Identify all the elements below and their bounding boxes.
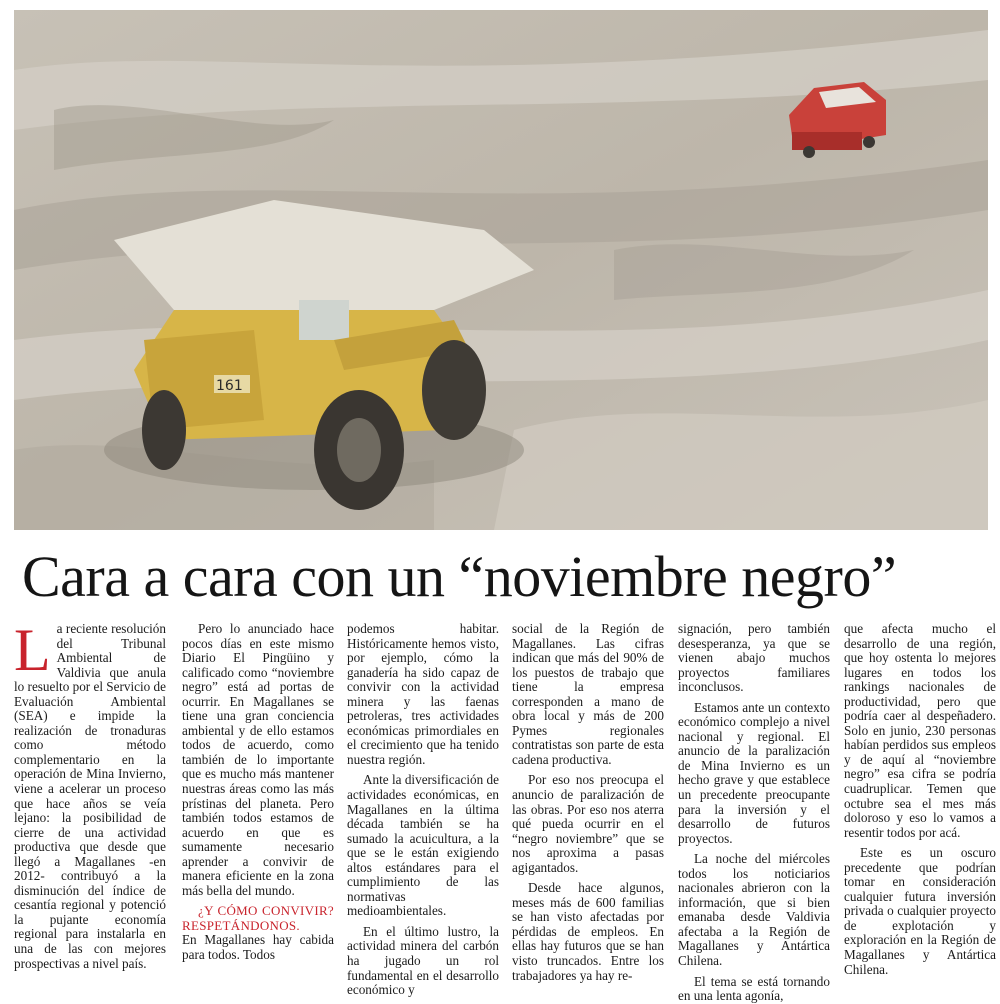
article-column-5	[678, 621, 830, 1004]
paragraph: En Magallanes hay cabida para todos. Todos	[182, 932, 334, 962]
paragraph: Por eso nos preocupa el anuncio de paralización de las obras. Por eso nos aterra qué pueda ocurrir en el “negro noviembre” que se nos aproxima a pasas agigantados.	[512, 772, 664, 875]
article-column-2	[182, 622, 334, 978]
paragraph: signación, pero también desesperanza, ya que se vienen abajo muchos proyectos familiares inconclusos.	[678, 621, 830, 695]
drop-cap: L	[14, 617, 51, 683]
paragraph: social de la Región de Magallanes. Las cifras indican que más del 90% de los puestos de trabajo que tiene la empresa corresponden a mano de obra local y más de 200 Pymes regionales contratistas son parte de esta cadena productiva.	[512, 621, 664, 767]
article-column-6	[844, 622, 996, 978]
paragraph: podemos habitar. Históricamente hemos visto, por ejemplo, cómo la ganadería ha sido capaz de convivir con la actividad minera y las faenas petroleras, tres actividades económicas primordiales en el crecimiento que ha tenido nuestra región.	[347, 621, 499, 767]
paragraph: Estamos ante un contexto económico complejo a nivel nacional y regional. El anuncio de la paralización de Mina Invierno es un hecho grave y que establece un precedente preocupante para la inversión y el desarrollo de futuros proyectos.	[678, 699, 830, 846]
article-body	[14, 617, 996, 1004]
paragraph: Pero lo anunciado hace pocos días en este mismo Diario El Pingüino y calificado como “noviembre negro” está ad portas de ocurrir. En Magallanes se tiene una gran conciencia ambiental y de ello estamos todos de acuerdo, como también de lo importante que es mucho más mantener nuestras áreas como las más prístinas del planeta. Pero también todos estamos de acuerdo en que es sumamente necesario aprender a convivir de manera eficiente en la zona más bella del mundo.	[182, 621, 334, 898]
paragraph: Este es un oscuro precedente que podrían tomar en consideración cualquier futura inversión privada o cualquier proyecto de explotación y exploración en la Región de Magallanes y Antártica Chilena.	[844, 845, 996, 977]
section-subheading: ¿Y CÓMO CONVIVIR? RESPETÁNDONOS.	[182, 903, 334, 933]
paragraph: Desde hace algunos, meses más de 600 familias se han visto afectadas por pérdidas de empleos. En ellas hay futuros que se han visto truncados. Entre los trabajadores ya hay re-	[512, 880, 664, 983]
article-headline: Cara a cara con un “noviembre negro”	[22, 544, 897, 609]
photo-illustration	[14, 10, 988, 530]
paragraph: Ante la diversificación de actividades económicas, en Magallanes en la última década también se ha sumado la acuicultura, a la que se le están exigiendo altos estándares para el cumplimiento de las normativas medioambientales.	[347, 772, 499, 919]
article-column-3	[347, 621, 499, 998]
mining-haul-truck	[104, 200, 534, 510]
paragraph: a reciente resolución del Tribunal Ambiental de Valdivia que anula lo resuelto por el Servicio de Evaluación Ambiental (SEA) e impide la realización de tronaduras como método complementario en la operación de Mina Invierno, viene a acelerar un proceso que hace años se veía lejano: la posibilidad de cierre de una actividad productiva que desde que llegó a Magallanes -en 2012- contribuyó a la disminución del índice de cesantía regional y potenció la pujante economía regional para instalarla en una de las con mejores prospectivas a nivel país.	[14, 621, 166, 971]
article-column-4	[512, 621, 664, 983]
paragraph: En el último lustro, la actividad minera del carbón ha jugado un rol fundamental en el desarrollo económico y	[347, 923, 499, 998]
article-column-1	[14, 617, 166, 978]
paragraph: El tema se está tornando en una lenta agonía,	[678, 973, 830, 1004]
mining-truck-photo	[14, 10, 988, 530]
paragraph: La noche del miércoles todos los noticiarios nacionales abrieron con la información, que si bien emanaba desde Valdivia afectaba a la Región de Magallanes y Antártica Chilena.	[678, 851, 830, 969]
truck-number: 161	[216, 378, 243, 394]
paragraph: que afecta mucho el desarrollo de una región, que hoy ostenta lo mejores lugares en todos los rankings nacionales de productividad, pero que podría caer al despeñadero. Solo en junio, 230 personas habían perdidos sus empleos y de aquí al “noviembre negro” esa cifra se podría cuadruplicar. Temen que octubre sea el mes más doloroso y eso lo vamos a resentir todos por acá.	[844, 621, 996, 840]
